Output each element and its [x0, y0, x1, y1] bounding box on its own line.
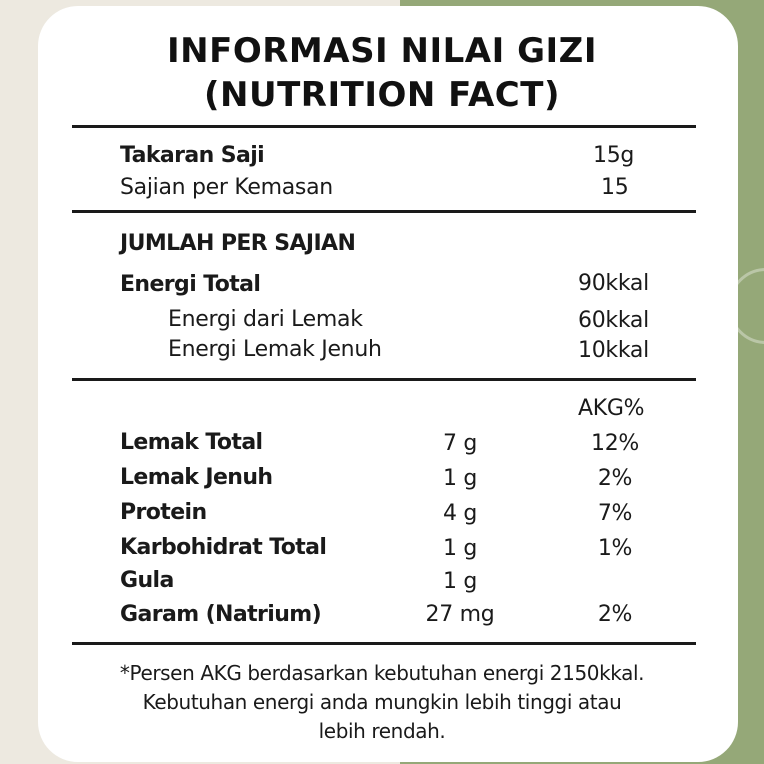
- energy-from-fat-label: Energi dari Lemak: [168, 307, 363, 332]
- nutrient-akg-total-fat: 12%: [591, 431, 639, 456]
- servings-per-pack-label: Sajian per Kemasan: [120, 175, 333, 200]
- title-line-1: INFORMASI NILAI GIZI: [167, 31, 597, 71]
- nutrient-label-total-fat: Lemak Total: [120, 430, 263, 455]
- serving-size-value: 15g: [593, 143, 635, 168]
- divider-top: [72, 125, 696, 128]
- nutrient-amount-saturated-fat: 1 g: [442, 466, 478, 491]
- nutrition-label-card: [38, 6, 738, 762]
- akg-column-header: AKG%: [578, 396, 645, 421]
- nutrient-akg-salt-sodium: 2%: [597, 602, 633, 627]
- energy-saturated-fat-label: Energi Lemak Jenuh: [168, 337, 382, 362]
- nutrient-amount-protein: 4 g: [442, 501, 478, 526]
- energy-from-fat-value: 60kkal: [578, 308, 649, 333]
- title-line-2: (NUTRITION FACT): [204, 75, 560, 115]
- divider-bottom: [72, 642, 696, 645]
- divider-serving: [72, 210, 696, 213]
- nutrient-amount-salt-sodium: 27 mg: [425, 602, 495, 627]
- per-serving-heading: JUMLAH PER SAJIAN: [120, 231, 356, 256]
- servings-per-pack-value: 15: [601, 175, 629, 200]
- footnote-line-2: Kebutuhan energi anda mungkin lebih tinggi atau: [142, 690, 622, 714]
- energy-total-value: 90kkal: [578, 271, 649, 296]
- nutrient-label-sugar: Gula: [120, 568, 174, 593]
- footnote-line-3: lebih rendah.: [318, 719, 446, 743]
- nutrient-label-salt-sodium: Garam (Natrium): [120, 602, 322, 627]
- energy-total-label: Energi Total: [120, 272, 261, 297]
- divider-energy: [72, 378, 696, 381]
- nutrient-amount-total-fat: 7 g: [442, 431, 478, 456]
- nutrient-akg-total-carbohydrate: 1%: [597, 536, 633, 561]
- nutrient-amount-sugar: 1 g: [442, 569, 478, 594]
- footnote-line-1: *Persen AKG berdasarkan kebutuhan energi 2150kkal.: [119, 661, 645, 685]
- energy-saturated-fat-value: 10kkal: [578, 338, 649, 363]
- nutrient-akg-saturated-fat: 2%: [597, 466, 633, 491]
- serving-size-label: Takaran Saji: [120, 143, 265, 168]
- nutrient-akg-protein: 7%: [597, 501, 633, 526]
- nutrient-amount-total-carbohydrate: 1 g: [442, 536, 478, 561]
- nutrient-label-saturated-fat: Lemak Jenuh: [120, 465, 273, 490]
- nutrient-label-total-carbohydrate: Karbohidrat Total: [120, 535, 327, 560]
- nutrient-label-protein: Protein: [120, 500, 207, 525]
